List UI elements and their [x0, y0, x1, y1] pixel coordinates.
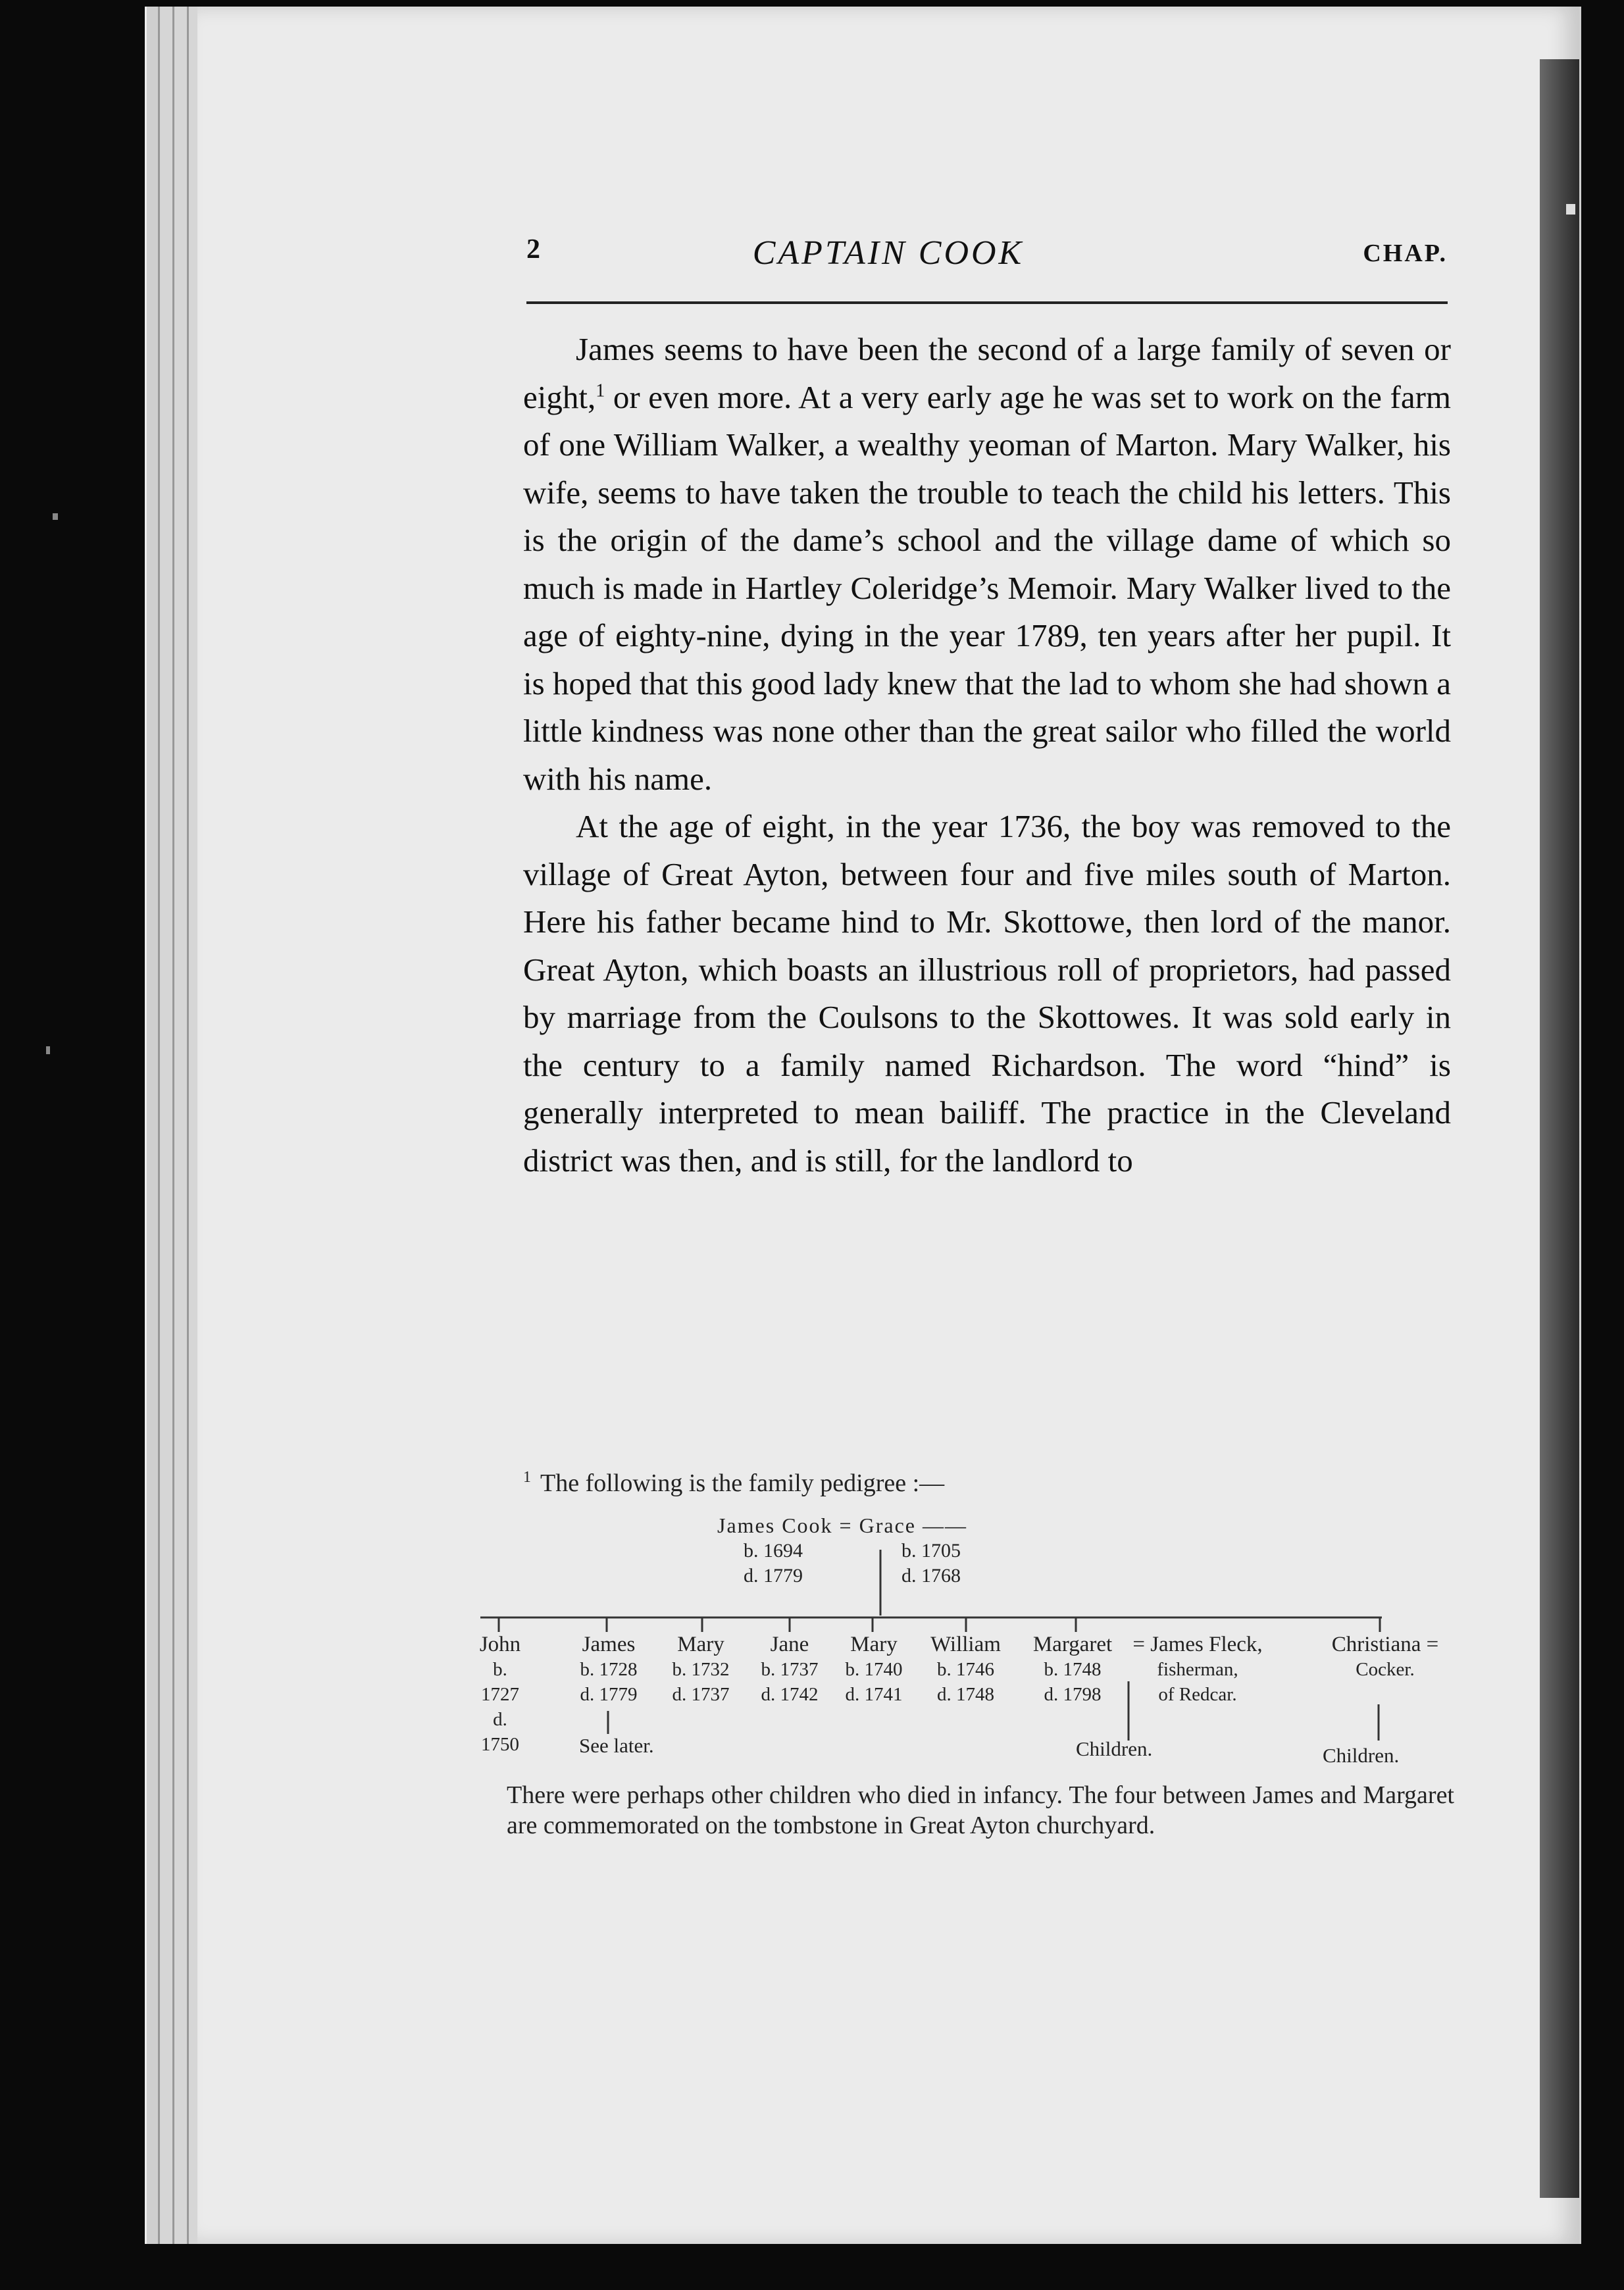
child-name: John [479, 1633, 521, 1656]
child-died: d. 1748 [937, 1684, 994, 1705]
child-entry [572, 1632, 645, 1707]
child-name: Jane [770, 1633, 809, 1656]
spouse-name: = James Fleck, [1132, 1633, 1263, 1656]
child-born: b. 1737 [761, 1659, 819, 1680]
child-name: Christiana = [1331, 1633, 1439, 1656]
margaret-spouse [1119, 1632, 1277, 1707]
child-died: d. 1750 [481, 1709, 519, 1755]
child-name: Mary [850, 1633, 898, 1656]
child-entry [474, 1632, 526, 1757]
child-name: James [582, 1633, 636, 1656]
paragraph-1-text-a: James seems to have been the second of a large family of seven or eight, [523, 331, 1451, 415]
child-died: d. 1798 [1044, 1684, 1102, 1705]
christiana-spouse: Cocker. [1356, 1659, 1415, 1680]
footnote-intro: The following is the family pedigree :— [540, 1469, 945, 1497]
child-born: b. 1740 [845, 1659, 903, 1680]
mother-born: b. 1705 [901, 1540, 961, 1562]
child-died: d. 1779 [580, 1684, 638, 1705]
child-entry [661, 1632, 740, 1707]
footnote-mark: 1 [523, 1469, 531, 1487]
child-entry [921, 1632, 1010, 1707]
footnote [523, 1469, 1451, 1498]
mother-dates [901, 1539, 961, 1589]
page-binding-shadow [1540, 59, 1579, 2198]
child-died: d. 1737 [672, 1684, 730, 1705]
child-name: William [930, 1633, 1001, 1656]
scan-speck [53, 513, 58, 520]
mother-died: d. 1768 [901, 1565, 961, 1587]
child-entry [750, 1632, 829, 1707]
child-born: b. 1727 [481, 1659, 519, 1705]
scan-speck [1566, 204, 1575, 215]
child-died: d. 1741 [845, 1684, 903, 1705]
header-rule [526, 301, 1448, 304]
page-number: 2 [526, 234, 540, 265]
child-born: b. 1728 [580, 1659, 638, 1680]
child-born: b. 1732 [672, 1659, 730, 1680]
children-note-christiana: Children. [1323, 1744, 1400, 1767]
running-title: CAPTAIN COOK [752, 234, 1025, 272]
running-header [329, 234, 1448, 280]
scan-speck [46, 1046, 50, 1054]
father-born: b. 1694 [744, 1540, 803, 1562]
father-dates [744, 1539, 803, 1589]
footnote-ref: 1 [596, 380, 605, 401]
child-born: b. 1748 [1044, 1659, 1102, 1680]
child-entry [1020, 1632, 1125, 1707]
child-name: Mary [677, 1633, 724, 1656]
spouse-place: of Redcar. [1158, 1684, 1237, 1705]
spouse-occupation: fisherman, [1157, 1659, 1238, 1680]
parents-line: James Cook = Grace —— [717, 1514, 967, 1537]
family-pedigree [461, 1514, 1461, 1777]
child-entry-christiana [1309, 1632, 1461, 1682]
paragraph-1-text-b: or even more. At a very early age he was set to work on the farm of one William Walker, a wealthy yeoman of Marton. Mary Walker, his wife, seems to have taken the trouble to teach the child his letters. This is the origin of the dame’s school and the village dame of which so much is made in Hartley Coleridge’s Memoir. Mary Walker lived to the age of eighty-nine, dying in the year 1789, ten years after her pupil. It is hoped that this good lady knew that the lad to whom she had shown a little kindness was none other than the great sailor who filled the world with his name. [523, 378, 1451, 797]
see-later-text: See later. [579, 1734, 654, 1757]
child-died: d. 1742 [761, 1684, 819, 1705]
child-born: b. 1746 [937, 1659, 994, 1680]
body-text [523, 326, 1451, 1184]
see-later-note [579, 1734, 654, 1758]
father-died: d. 1779 [744, 1565, 803, 1587]
pedigree-closing-note: There were perhaps other children who died in infancy. The four between James and Margaret are commemorated on the tombstone in Great Ayton churchyard. [507, 1781, 1454, 1839]
paragraph-1 [523, 326, 1451, 803]
paragraph-2: At the age of eight, in the year 1736, the boy was removed to the village of Great Ayton, between four and five miles south of Marton. Here his father became hind to Mr. Skottowe, then lord of the manor. Great Ayton, which boasts an illustrious roll of proprietors, had passed by marriage from the Coulsons to the Skottowes. It was sold early in the century to a family named Richardson. The word “hind” is generally interpreted to mean bailiff. The practice in the Cleveland district was then, and is still, for the landlord to [523, 808, 1451, 1179]
child-name: Margaret [1032, 1633, 1113, 1656]
child-entry [834, 1632, 913, 1707]
chapter-label: CHAP. [1363, 240, 1448, 267]
children-note-margaret: Children. [1076, 1737, 1153, 1760]
